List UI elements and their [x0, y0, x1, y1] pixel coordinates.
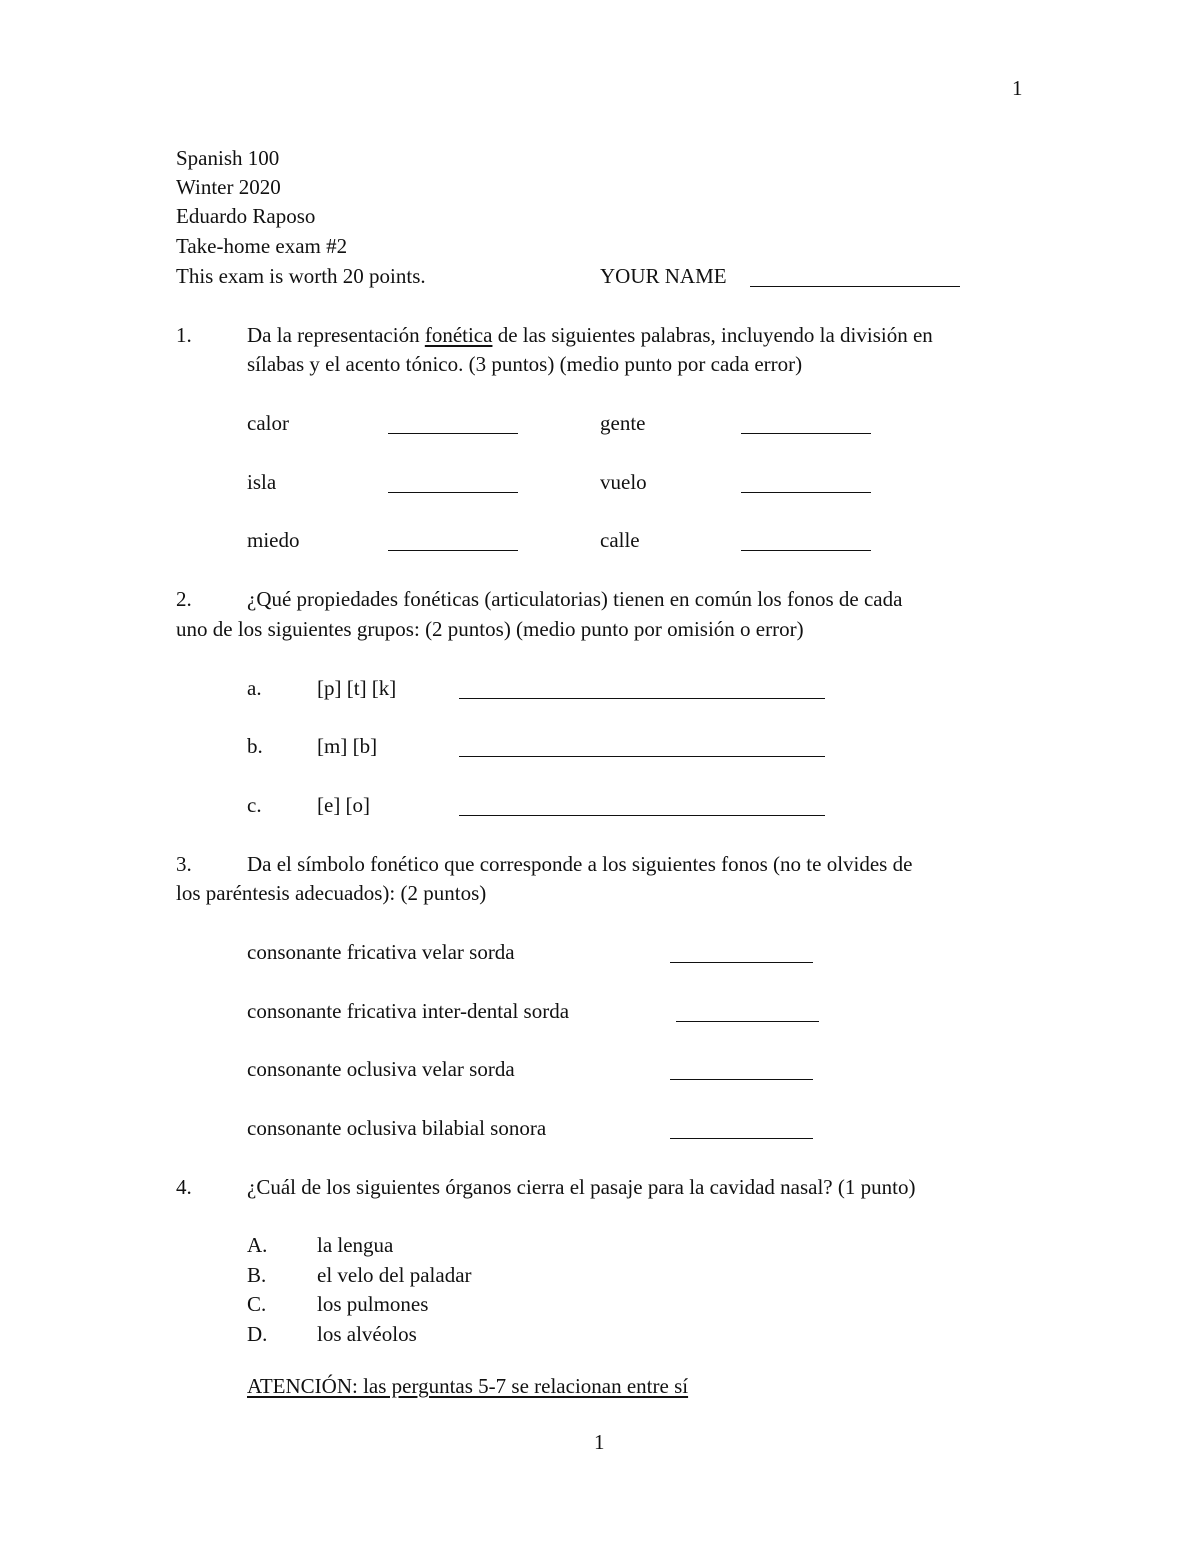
q1-text-underlined: fonética	[424, 323, 493, 347]
q4-option-text: el velo del paladar	[317, 1263, 472, 1287]
q4-prompt: ¿Cuál de los siguientes órganos cierra el pasaje para la cavidad nasal? (1 punto)	[247, 1175, 916, 1199]
q3-item: consonante fricativa velar sorda	[247, 940, 515, 964]
q3-answer-blank[interactable]	[670, 962, 813, 963]
q1-text-after: de las siguientes palabras, incluyendo la división en	[492, 323, 933, 347]
q1-answer-blank[interactable]	[388, 492, 518, 493]
q3-item: consonante fricativa inter-dental sorda	[247, 999, 570, 1023]
q1-word: isla	[247, 470, 277, 494]
q1-word: miedo	[247, 528, 300, 552]
q2-answer-blank[interactable]	[459, 815, 825, 816]
q2-item-letter: c.	[247, 793, 262, 817]
page-number-bottom: 1	[594, 1430, 605, 1454]
attention-note: ATENCIÓN: las perguntas 5-7 se relacionan entre sí	[247, 1374, 689, 1398]
page-number-top: 1	[1012, 76, 1023, 100]
q4-option-letter: C.	[247, 1292, 267, 1316]
q4-option-text: los pulmones	[317, 1292, 429, 1316]
q1-number: 1.	[176, 323, 192, 347]
course-title: Spanish 100	[176, 146, 280, 170]
points-note: This exam is worth 20 points.	[176, 264, 426, 288]
q2-item-phones: [m] [b]	[317, 734, 378, 758]
q1-answer-blank[interactable]	[741, 550, 871, 551]
q2-prompt-line1: ¿Qué propiedades fonéticas (articulatorias) tienen en común los fonos de cada	[247, 587, 903, 611]
q4-number: 4.	[176, 1175, 192, 1199]
q2-answer-blank[interactable]	[459, 698, 825, 699]
q3-answer-blank[interactable]	[670, 1079, 813, 1080]
q4-option-text: los alvéolos	[317, 1322, 417, 1346]
q4-option-letter: D.	[247, 1322, 268, 1346]
q3-prompt-line2: los paréntesis adecuados): (2 puntos)	[176, 881, 487, 905]
q1-word: calor	[247, 411, 289, 435]
q3-item: consonante oclusiva bilabial sonora	[247, 1116, 547, 1140]
q1-text-before: Da la representación	[247, 323, 425, 347]
q1-prompt-line1	[247, 325, 933, 346]
q1-answer-blank[interactable]	[741, 492, 871, 493]
q4-option-letter: B.	[247, 1263, 267, 1287]
q2-item-phones: [p] [t] [k]	[317, 676, 397, 700]
instructor-name: Eduardo Raposo	[176, 204, 316, 228]
q1-answer-blank[interactable]	[388, 433, 518, 434]
q4-option-letter: A.	[247, 1233, 268, 1257]
q3-answer-blank[interactable]	[676, 1021, 819, 1022]
q3-number: 3.	[176, 852, 192, 876]
q2-prompt-line2: uno de los siguientes grupos: (2 puntos) (medio punto por omisión o error)	[176, 617, 804, 641]
q1-prompt-line2: sílabas y el acento tónico. (3 puntos) (medio punto por cada error)	[247, 352, 803, 376]
q3-item: consonante oclusiva velar sorda	[247, 1057, 515, 1081]
q2-item-letter: b.	[247, 734, 263, 758]
name-label: YOUR NAME	[600, 264, 727, 288]
q2-item-phones: [e] [o]	[317, 793, 371, 817]
q3-answer-blank[interactable]	[670, 1138, 813, 1139]
q1-word: gente	[600, 411, 646, 435]
q3-prompt-line1: Da el símbolo fonético que corresponde a los siguientes fonos (no te olvides de	[247, 852, 913, 876]
q1-answer-blank[interactable]	[388, 550, 518, 551]
q2-item-letter: a.	[247, 676, 262, 700]
q2-number: 2.	[176, 587, 192, 611]
q1-answer-blank[interactable]	[741, 433, 871, 434]
q4-option-text: la lengua	[317, 1233, 394, 1257]
q1-word: vuelo	[600, 470, 647, 494]
q1-word: calle	[600, 528, 640, 552]
name-blank[interactable]	[750, 286, 960, 287]
term: Winter 2020	[176, 175, 281, 199]
q2-answer-blank[interactable]	[459, 756, 825, 757]
exam-title: Take-home exam #2	[176, 234, 348, 258]
